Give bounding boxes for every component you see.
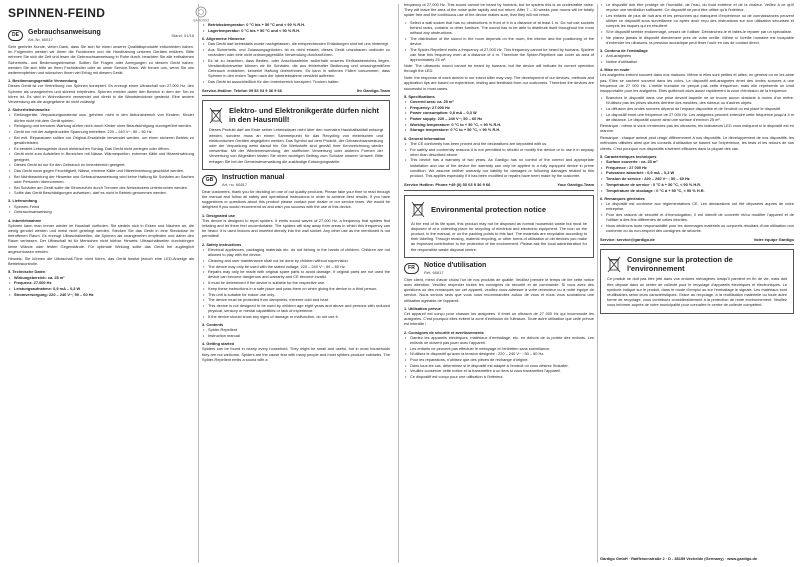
- disposal-box: [600, 249, 794, 313]
- service-phone: Service-Hotline: Telefon 09 53 03 9 36 9 66: [202, 88, 282, 94]
- list-item: • Puissance absorbée : 0,9 mA – 0,3 W: [600, 170, 794, 175]
- list-item: • Surface couverte : ca. 25 m²: [600, 159, 794, 164]
- list-item: • Das Gerät ist ausschließlich für den Innenbereich konzipiert. Trocken halten.: [202, 79, 390, 84]
- article-number: Art. no. 66817: [222, 181, 248, 187]
- list-item: • Wirkungsbereich: ca. 25 m²: [8, 275, 194, 280]
- section-text: This device is designed to repel spiders. It emits sound waves of 27,000 Hz, a frequency that spiders find irritating and let them feel uncomfortable. The spiders will stay away from areas in which this frequency can be heard. It is used indoors and inserted directly into the wall socket. Any other use as the mentioned is not permitted!: [202, 217, 390, 239]
- contents-list: [202, 327, 390, 338]
- section-text: Spinnen kann man immer wieder im Haushalt vorfinden. Sie siedeln sich in Ecken und Nischen an, die wenig genutzt werden und meist nicht gereinigt werden. Stecken Sie das Gerät in eine Steckdose im betroffenen Raum. Es erzeugt Ultraschallwellen, die Spinnen als unangenehm empfinden und daher den Raum verlassen. Der Ultraschall ist für Menschen nicht hörbar. Hinweis: Ultraschallwellen durchdringen keine Wände oder festen Gegenstände. Für optimale Wirkung sollte das Gerät frei zugänglich angeschlossen werden.: [8, 222, 194, 254]
- list-item: • For safety and conformity reasons it is not permitted to rebuild or modify the device or to use it in anyway other than described above.: [404, 147, 594, 157]
- manual-heading: Gebrauchsanweisung: [28, 29, 101, 36]
- intro-text: Sehr geehrter Kunde, vielen Dank, dass Sie sich für einen unserer Qualitätsprodukte entschieden haben. Im Folgenden werden wir Ihnen die Funktionen und die Handhabung unseres Gerätes erklären. Bitte nehmen Sie sich die Zeit und lesen die Gebrauchsanweisung in Ruhe durch, beachten Sie alle enthaltenen Sicherheits- und Bedienungshinweise. Sollten Sie Fragen oder Anregungen zu diesem Gerät haben, wenden Sie sich bitte an Ihren Fachhändler oder an unser Service-Team. Wir freuen uns, wenn Sie uns weiterempfehlen und wünschen Ihnen viel Erfolg mit diesem Gerät.: [8, 44, 194, 76]
- list-item: • Dans tous les cas, déterminez si le dispositif est adapté à l'endroit où vous désirez l'installer.: [404, 363, 594, 368]
- section-heading: 5. Specifications: [404, 93, 435, 99]
- revision-stand: Stand: 01/18: [171, 32, 194, 38]
- list-item: • Température de stockage : 0 °C à + 50 °C, < 90 % H.R.: [600, 188, 794, 193]
- service-brand: Ihr Gardigo-Team: [356, 88, 390, 94]
- general-list: [202, 41, 390, 84]
- list-item: • The Spider-Repellent emits a frequency of 27,000 Hz. This frequency cannot be heard by humans. Spiders can hear this frequency even at a distance of 4 m. Therefore the Spider-Repellent can cover an area of approximately 25 m².: [404, 47, 594, 63]
- list-item: • Le dispositif émet une fréquence de 27 000 Hz. Les araignées peuvent entendre cette fréquence jusqu'à 4 m de distance. Le dispositif couvre ainsi une surface d'environ 25 m².: [600, 112, 794, 122]
- list-item: • Cleaning and user maintenance shall not be done by children without supervision.: [202, 258, 390, 263]
- section-heading: 3. Contents: [202, 322, 224, 328]
- disposal-box: [202, 100, 390, 169]
- list-item: • Si le dispositif semble endommagé, cessez de l'utiliser. Débranchez-le et faites-le réparer par un spécialiste.: [600, 29, 794, 34]
- list-item: • Sollte das Gerät Beschädigungen aufweisen, darf es nicht in Betrieb genommen werden.: [8, 190, 194, 195]
- list-item: • Le dispositif est conforme aux réglementations CE. Les déclarations ont été déposées auprès de notre entreprise.: [600, 201, 794, 211]
- section-heading: 1. Bestimmungsgemäße Verwendung: [8, 78, 77, 84]
- list-item: • The distribution of the sound in the room depends on the room, the interior and the positioning of the device.: [404, 36, 594, 46]
- note-text: Remarque : chaque animal peut réagir différemment à nos dispositifs. Le développement de nos dispositifs, les méthodes utilisées ainsi que les conseils d'utilisation se basent sur l'expérience, les tests et les retours de nos clients. C'est pourquoi nos dispositifs s'avèrent efficaces dans la plupart des cas.: [600, 135, 794, 151]
- list-item: • Nous déclinons toute responsabilité pour les dommages matériels ou corporels résultant d'une utilisation non conforme ou du non-respect des consignes de sécurité.: [600, 223, 794, 233]
- list-item: • Covered area: ca. 25 m²: [404, 99, 594, 104]
- section-text: frequency of 27,000 Hz. This sound cannot be heard by humans, but for spiders this is an undesirable noise. They will leave the area of the noise quite rapidly and not return. After 7 – 10 weeks your rooms will be totally spider free and the continuous use of the device makes sure, that they will not return.: [404, 2, 594, 18]
- service-hotline: [404, 182, 594, 190]
- setup-list: [404, 20, 594, 63]
- manual-heading: Instruction manual: [222, 173, 285, 181]
- note-text: Note: The ultrasonic sound cannot be heard by humans, but the device will indicate its correct operation through the LED.: [404, 62, 594, 73]
- column-french: [600, 2, 794, 537]
- column-german-english: [202, 22, 390, 557]
- svg-text:GARDIGO: GARDIGO: [192, 18, 210, 23]
- section-heading: 3. Contenu de l'emballage: [600, 48, 648, 54]
- note-text: Remarque : même si vous n'entendez pas les ultrasons, les indicateurs LED vous indiquent si le dispositif est en marche.: [600, 122, 794, 133]
- list-item: • N'utilisez le dispositif qu'avec la tension désignée : 220 – 240 V~ ; 50 – 60 Hz.: [404, 351, 594, 356]
- list-item: • Power supply: 220 – 240 V~; 50 – 60 Hz: [404, 116, 594, 121]
- general-list: [600, 201, 794, 233]
- list-item: • Storage temperature: 0 °C to + 50 °C, < 90 % R.H.: [404, 127, 594, 132]
- service-phone: Service Hotline: Phone +49 (0) 53 03 9 36 9 66: [404, 182, 491, 188]
- intro-text: Cher client, merci d'avoir choisi l'un de nos produits de qualité. Veuillez prendre le temps de lire cette notice avec attention. Veuillez respecter toutes les consignes de sécurité et de commande. Si vous avez des questions ou des remarques sur cet appareil, veuillez vous adresser à votre revendeur ou à notre équipe de service. Nous serions ravis que vous nous recommandiez autour de vous et nous vous souhaitons une utilisation agréable de l'appareil.: [404, 276, 594, 303]
- list-item: • Température de service : 0 °C à + 50 °C, < 90 % H.R.: [600, 182, 794, 187]
- list-item: • Das Gerät muss gegen Feuchtigkeit, Nässe, extreme Kälte und Hitzeeinwirkung geschützt werden.: [8, 168, 194, 173]
- section-text: Dieses Gerät ist zur Vertreibung von Spinnen konzipiert. Es erzeugt einen Ultraschall von 27.000 Hz, den Spinnen als unangenehm und störend empfinden. Spinnen meiden daher den Bereich in dem der Ton zu hören ist. Es wird in Wohnräumen verwendet und direkt in die Wandsteckdose gesteckt. Eine andere Verwendung als die angegebene ist nicht zulässig!: [8, 83, 194, 105]
- section-heading: 5. Technische Daten: [8, 269, 46, 275]
- safety-list: [8, 112, 194, 195]
- section-heading: 1. Utilisation prévue: [404, 305, 441, 311]
- list-item: • Ce dispositif est conçu pour une utilisation à l'intérieur.: [404, 374, 594, 379]
- section-heading: 1. Designated use: [202, 212, 236, 218]
- list-item: • Select a wall socket that has no obstructions in front of it in a distance of at least 1 m. Do not use sockets behind racks, curtains or other furniture. The sound has to be able to distribute itself throughout the room without any obstructions.: [404, 20, 594, 36]
- disposal-text: Dieses Produkt darf am Ende seiner Lebensdauer nicht über den normalen Haushaltsabfall entsorgt werden, sondern muss an einem Sammelpunkt für das Recycling von elektrischen und elektronischen Geräten abgegeben werden. Das Symbol auf dem Produkt, der Gebrauchsanweisung oder der Verpackung weist darauf hin. Die Werkstoffe sind gemäß ihrer Kennzeichnung wieder verwertbar. Mit der Wiederverwendung, der stofflichen Verwertung oder anderen Formen der Verwertung von Altgeräten leisten Sie einen wichtigen Beitrag zum Schutze unserer Umwelt. Bitte erfragen Sie bei der Gemeindeverwaltung die zuständige Entsorgungsstelle.: [209, 127, 383, 164]
- list-item: • This device has a warranty of two years. As Gardigo has no control of the correct and appropriate installation and use of the device the warranty can only be applied to a fully equipped device in prime condition. We assume neither warranty nor liability for damages or following damages related to this product. This applies especially if it has been modified or repairs have been made by the customer.: [404, 157, 594, 178]
- language-badge-de: DE: [8, 30, 23, 41]
- list-item: • Instruction manual: [202, 333, 390, 338]
- section-heading: 2. Consignes de sécurité et avertissements: [404, 329, 484, 335]
- note-text: Hinweis: Sie können die Ultraschall-Töne nicht hören, das Gerät besitzt jedoch eine LED-Anzeige als Betriebskontrolle.: [8, 256, 194, 267]
- list-item: • Working temperature: 0 °C to + 50 °C, < 90 % R.H.: [404, 122, 594, 127]
- company-footer: Gardigo GmbH · Raiffeisenstraße 2 · D - 38159 Vechelde (Germany) · www.gardigo.de: [600, 556, 758, 561]
- column-english-french: [404, 2, 594, 537]
- list-item: • Das Gerät darf keinesfalls wurde nachgelassen, die entsprechenden Entladungen sind bei uns hinterlegt.: [202, 41, 390, 46]
- list-item: • Gerät nicht zum Aufstellen in Bereichen mit Nässe, Wärmequellen, extremer Kälte und Hitzeeinwirkung geeignet.: [8, 151, 194, 161]
- list-item: • Bei Nichtbeachtung der Hinweise und Gebrauchsanweisung wird keine Haftung für Schäden an Sachen oder Personen übernommen.: [8, 174, 194, 184]
- list-item: • Repairs may only be made with original spare parts to avoid damage. If original parts are not used the device can become dangerous and warranty and CE become invalid.: [202, 269, 390, 279]
- disposal-text: Ce produit ne doit pas être jeté dans vos ordures ménagères lorsqu'il parvient en fin de vie, mais doit être déposé dans un centre de collecte pour le recyclage d'appareils électriques et électroniques. Le symbole indiqué sur le produit, dans le mode d'emploi ou sur l'emballage le signale. Les matériaux sont réutilisables selon leurs caractéristiques. Grâce au recyclage, à la réutilisation matérielle ou toute autre forme de recyclage, vous contribuez considérablement à la protection de notre environnement. Veuillez vous informer auprès de votre municipalité pour connaître le centre de collecte compétent.: [607, 276, 787, 308]
- list-item: • Power consumption: 0,9 mA – 0,3 W: [404, 110, 594, 115]
- list-item: • Pour des raisons de sécurité et d'homologation, il est interdit de convertir et/ou modifier l'appareil et de l'utiliser à des fins différentes de celles décrites.: [600, 212, 794, 222]
- section-heading: 3. Lieferumfang: [8, 198, 37, 204]
- list-item: • Electrical appliances, packaging materials etc. do not belong in the hands of children. Children are not allowed to play with the device.: [202, 247, 390, 257]
- service-brand: Your Gardigo-Team: [557, 182, 594, 188]
- list-item: • Le dispositif doit être protégé de l'humidité, de l'eau, du froid extrême et de la chaleur. Veillez à ce qu'il reçoive une ventilation suffisante. Ce dispositif ne peut être utilisé qu'à l'intérieur.: [600, 2, 794, 12]
- list-item: • Notice d'utilisation: [600, 59, 794, 64]
- section-heading: 4. Getting started: [202, 341, 234, 347]
- list-item: • Es besteht Lebensgefahr durch elektrischen Schlag. Das Gerät nicht zerlegen oder öffnen.: [8, 146, 194, 151]
- disposal-title: Consigne sur la protection de l'environnement: [627, 255, 733, 274]
- list-item: • Dieses Gerät ist nur für den Gebrauch im Innenbereich geeignet.: [8, 162, 194, 167]
- list-item: • Gebrauchsanweisung: [8, 209, 194, 214]
- safety-list: [202, 247, 390, 319]
- list-item: • La diffusion des ondes sonores dépend de l'espace disponible et de l'endroit où est placé le dispositif.: [600, 106, 794, 111]
- disposal-box: [404, 195, 594, 258]
- section-text: Les araignées entrent souvent dans nos maisons. Même si elles sont petites et utiles, en général on ne les aime pas. Elles se cachent souvent dans les coins. Le dispositif anti-araignées émet des ondes sonores à une fréquence de 27 000 Hz. L'oreille humaine ne perçoit pas cette fréquence, mais elle représente un bruit insupportable pour les araignées. Elles quitteront alors assez rapidement la zone d'émission de la fréquence.: [600, 72, 794, 94]
- list-item: • Pour les réparations, n'utilisez que des pièces de rechange d'origine.: [404, 357, 594, 362]
- general-list: [404, 141, 594, 178]
- setup-list: [600, 95, 794, 122]
- section-text: Cet appareil est conçu pour chasser les araignées. Il émet un ultrason de 27 000 Hz qui incommode les araignées. C'est pourquoi elles évitent la zone d'émission de l'ultrason. Toute autre utilisation que celle prévue est interdite !: [404, 310, 594, 327]
- document-title: SPINNEN-FEIND: [8, 6, 106, 20]
- article-number: Art.-Nr. 66817: [28, 37, 53, 42]
- list-item: • Veuillez conserver cette notice et la transmettre à un tiers si vous transmettez l'appareil.: [404, 368, 594, 373]
- section-heading: 5. Caractéristiques techniques: [600, 153, 657, 159]
- language-badge-gb: GB: [202, 175, 217, 186]
- list-item: • Gerät nur mit der aufgedruckten Spannung betreiben: 220 – 240 V~; 50 – 60 Hz.: [8, 129, 194, 134]
- crossed-bin-icon: [209, 107, 223, 124]
- section-heading: 4. Inbetriebnahme: [8, 217, 42, 223]
- section-text: Spiders can be found in nearly every household. They might be small and useful, but in most households they are not welcome. Spiders are the cause fear with many people and most spiders produce cobwebs. The Spider-Repellent emits a sound with a: [202, 346, 390, 362]
- specs-list: [600, 159, 794, 193]
- service-hotline: [202, 88, 390, 96]
- list-item: • Betriebstemperatur: 0 °C bis + 50 °C und < 90 % R.H.: [202, 22, 390, 27]
- list-item: • Leistungsaufnahme: 0,9 mA – 0,3 W: [8, 286, 194, 291]
- section-heading: 2. Sicherheitshinweise: [8, 107, 50, 113]
- contents-list: [600, 53, 794, 64]
- section-heading: 2. Safety instructions: [202, 241, 242, 247]
- specs-list: [404, 99, 594, 133]
- list-item: • Aus Sicherheits- und Zulassungsgründen, ist es nicht erlaubt, dieses Gerät umzubauen und/oder zu verändern oder eine nicht ordnungsgemäße Verwendung durchzuführen.: [202, 47, 390, 57]
- list-item: • Les enfants de plus de huit ans et les personnes qui manquent d'expérience ou de connaissances peuvent utiliser ce dispositif sous surveillance ou après avoir reçu des instructions sur son utilisation sécurisée et compris les risques qui en résultent.: [600, 13, 794, 29]
- disposal-text: At the end of its life span, this product may not be disposed as normal household waste but must be disposed of at a collecting place for recycling of electrical and electronic equipment. The icon on the product, in the manual, or on the packing points to this fact. The materials are recyclable according to their labeling. Through reusing, material recycling, or other forms of utilisation of old devices you make an important contribution to the protection of the environment. Please ask the local administration for the responsible waste disposal centre.: [411, 220, 587, 252]
- section-heading: 6. General information: [404, 135, 446, 141]
- list-item: • This device is not designed to be used by children age eight years and above and persons with reduced physical, sensory or mental capabilities or lack of experience.: [202, 303, 390, 313]
- safety-list: [404, 335, 594, 380]
- list-item: • Branchez le dispositif dans une prise devant laquelle ne se trouve aucun obstacle à moins d'un mètre. N'utilisez pas les prises situées derrière des meubles, des rideaux ou d'autres objets.: [600, 95, 794, 105]
- list-item: • Frequency: 27.000 Hz: [404, 105, 594, 110]
- contents-list: [8, 204, 194, 215]
- service-brand: Votre équipe Gardigo: [753, 237, 794, 243]
- gardigo-logo: [186, 5, 216, 23]
- list-item: • Fréquence : 27 000 Hz: [600, 165, 794, 170]
- list-item: • Elektrogeräte, Verpackungsmaterial usw. gehören nicht in den Aktionsbereich von Kindern. Kinder dürfen nicht mit dem Gerät spielen.: [8, 112, 194, 122]
- service-hotline: [600, 237, 794, 245]
- specs-list: [8, 275, 194, 297]
- list-item: • Tension de service : 220 – 240 V~ ; 50 – 60 Hz: [600, 176, 794, 181]
- list-item: • Gardez les appareils électriques, matériaux d'emballage, etc. en dehors de la portée des enfants. Les enfants ne doivent pas jouer avec l'appareil.: [404, 335, 594, 345]
- list-item: • Ne placez jamais le dispositif directement près de votre oreille. Même si l'oreille humaine est incapable d'entendre les ultrasons, la pression acoustique peut lèser l'ouïe en cas de contact direct.: [600, 35, 794, 45]
- list-item: • Frequenz: 27.000 Hz: [8, 280, 194, 285]
- disposal-title: Environmental protection notice: [431, 204, 547, 214]
- list-item: • The CE conformity has been proved and the declarations are deposited with us.: [404, 141, 594, 146]
- crossed-bin-icon: [411, 201, 425, 218]
- crossed-bin-icon: [607, 256, 621, 273]
- article-number: Réf. 66817: [424, 269, 444, 275]
- intro-text: Dear customers, thank you for deciding on one of our quality products. Please take your time to read through the manual and follow all safety and operational instructions in order to achieve best results. If you have suggestions or questions about this product please contact your dealer or our service team. We would be delighted if you would recommend us and wish you success with the use of this device.: [202, 188, 390, 210]
- specs-list: [202, 22, 390, 33]
- list-item: • Reinigung und benutzer-Wartung dürfen nicht durch Kinder ohne Beaufsichtigung durchgeführt werden.: [8, 123, 194, 128]
- list-item: • Keep these instructions in a safe place and pass them on when giving the device to a third person.: [202, 286, 390, 291]
- note-text: Note: the response of each animal to our insect killer may vary. The development of our devices, methods and application tips are based on experience, testing and feedback from our customers. Therefore the devices are successful in most cases.: [404, 75, 594, 91]
- list-item: • Lagertemperatur: 0 °C bis + 50 °C und < 90 % R.H.: [202, 28, 390, 33]
- list-item: • Bei evtl. Reparaturen sollten nur Original-Ersatzteile verwendet werden, um einen sicheren Betrieb zu gewährleisten.: [8, 135, 194, 145]
- list-item: • Spider-Repellent: [202, 327, 390, 332]
- list-item: • If the device should show any signs of damage or malfunction, do not use it.: [202, 314, 390, 319]
- disposal-title: Elektro- und Elektronikgeräte dürfen nicht in den Hausmüll!: [229, 106, 380, 125]
- section-heading: 6. Allgemeine Hinweise: [202, 35, 245, 41]
- section-heading: 6. Remarques générales: [600, 195, 645, 201]
- language-badge-fr: FR: [404, 263, 419, 274]
- list-item: • Es ist zu beachten, dass Bedien- oder Anschlussfehler außerhalb unseres Einflussbereiches liegen. Verständlicherweise können wir für Schäden, die aus fehlerhafter Bedienung und unsachgemäßem Gebrauch entstehen, keinerlei Haftung übernehmen. Es kann in seltenen Fällen vorkommen, dass Spinnen in den ersten Tagen nach der Inbetriebnahme verstärkt auftreten.: [202, 58, 390, 79]
- list-item: • It must be determined if the device is suitable for the respective use.: [202, 280, 390, 285]
- safety-list: [600, 2, 794, 45]
- list-item: • The device must be protected from dampness, extreme cold and heat.: [202, 297, 390, 302]
- list-item: • Anti-araignées: [600, 53, 794, 58]
- manual-heading: Notice d'utilisation: [424, 261, 487, 269]
- list-item: • Stromversorgung: 220 – 240 V~; 50 – 60 Hz: [8, 292, 194, 297]
- list-item: • Les enfants ne peuvent pas effectuer le nettoyage et l'entretien sans surveillance.: [404, 346, 594, 351]
- list-item: • Bei Schäden am Gerät sollte die Stromzufuhr durch Trennen des Netzsteckers unterbrochen werden.: [8, 185, 194, 190]
- column-german: [8, 26, 194, 561]
- list-item: • Spinnen-Feind: [8, 204, 194, 209]
- list-item: • The device may only be used with the stated voltage: 220 – 240 V~; 50 – 60 Hz.: [202, 264, 390, 269]
- section-heading: 4. Mise en route: [600, 67, 630, 73]
- service-email: Service: service@gardigo.de: [600, 237, 655, 243]
- list-item: • This unit is suitable for indoor use only.: [202, 292, 390, 297]
